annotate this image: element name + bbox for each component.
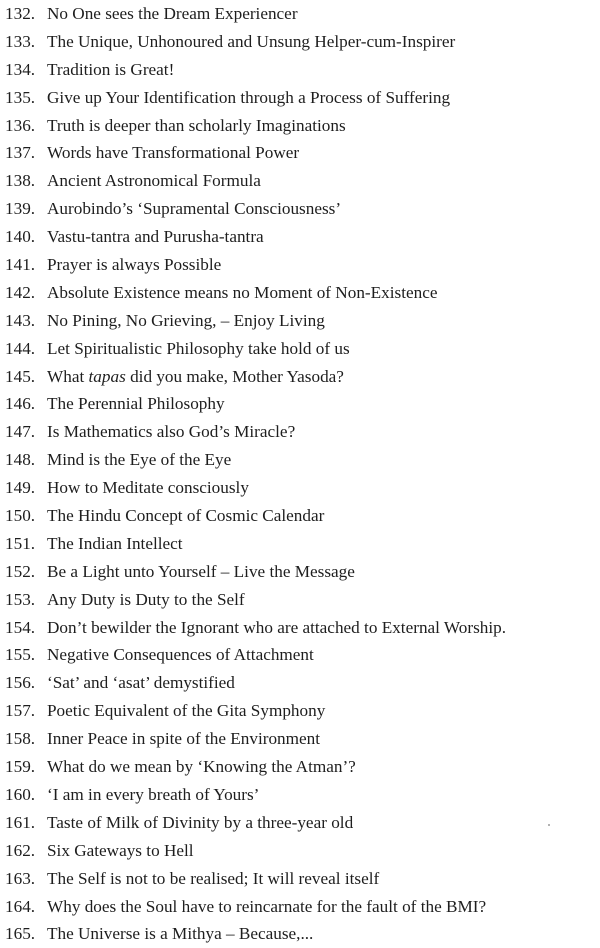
- toc-entry-133: [5, 28, 600, 56]
- entry-number: 137.: [5, 143, 36, 163]
- entry-number: 135.: [5, 87, 36, 107]
- entry-title-part: did you make, Mother Yasoda?: [125, 366, 344, 386]
- toc-entry-159: [5, 753, 600, 781]
- toc-entry-148: [5, 446, 600, 474]
- toc-entry-137: [5, 139, 600, 167]
- toc-entry-145: [5, 363, 600, 391]
- entry-number: 157.: [5, 701, 36, 721]
- entry-number: 164.: [5, 896, 36, 916]
- entry-title: Is Mathematics also God’s Miracle?: [47, 422, 296, 442]
- entry-title: Any Duty is Duty to the Self: [47, 589, 245, 609]
- entry-title: Let Spiritualistic Philosophy take hold of us: [47, 338, 350, 358]
- toc-entry-154: [5, 614, 600, 642]
- toc-entry-135: [5, 84, 600, 112]
- paper-speck: [548, 824, 550, 826]
- entry-number: 150.: [5, 506, 36, 526]
- toc-entry-143: [5, 307, 600, 335]
- entry-number: 151.: [5, 533, 36, 553]
- entry-number: 160.: [5, 784, 36, 804]
- toc-entry-132: [5, 0, 600, 28]
- toc-entry-162: [5, 837, 600, 865]
- entry-title-italic: tapas: [88, 366, 126, 386]
- toc-entry-161: [5, 809, 600, 837]
- entry-title: The Universe is a Mithya – Because,...: [47, 924, 314, 944]
- entry-title: Be a Light unto Yourself – Live the Message: [47, 561, 355, 581]
- entry-number: 146.: [5, 394, 36, 414]
- entry-number: 161.: [5, 812, 36, 832]
- toc-entry-157: [5, 697, 600, 725]
- entry-number: 143.: [5, 310, 36, 330]
- toc-entry-134: [5, 56, 600, 84]
- entry-number: 152.: [5, 561, 36, 581]
- entry-title: Mind is the Eye of the Eye: [47, 450, 232, 470]
- toc-entry-163: [5, 865, 600, 893]
- toc-entry-144: [5, 335, 600, 363]
- entry-number: 132.: [5, 4, 36, 23]
- toc-entry-164: [5, 893, 600, 921]
- entry-number: 163.: [5, 868, 36, 888]
- entry-title: Give up Your Identification through a Process of Suffering: [47, 87, 451, 107]
- entry-title: Ancient Astronomical Formula: [47, 171, 261, 191]
- entry-number: 134.: [5, 59, 36, 79]
- entry-number: 142.: [5, 282, 36, 302]
- entry-number: 149.: [5, 478, 36, 498]
- entry-number: 141.: [5, 255, 36, 275]
- entry-title: ‘Sat’ and ‘asat’ demystified: [47, 673, 235, 693]
- toc-entry-142: [5, 279, 600, 307]
- toc-entry-165: [5, 920, 600, 948]
- entry-title: The Self is not to be realised; It will reveal itself: [47, 868, 380, 888]
- entry-number: 145.: [5, 366, 36, 386]
- entry-title: Vastu-tantra and Purusha-tantra: [47, 227, 264, 247]
- entry-number: 144.: [5, 338, 36, 358]
- toc-entry-141: [5, 251, 600, 279]
- entry-number: 138.: [5, 171, 36, 191]
- entry-number: 154.: [5, 617, 36, 637]
- toc-entry-136: [5, 112, 600, 140]
- entry-number: 136.: [5, 115, 36, 135]
- entry-number: 140.: [5, 227, 36, 247]
- entry-number: 148.: [5, 450, 36, 470]
- entry-number: 165.: [5, 924, 36, 944]
- entry-title: Why does the Soul have to reincarnate for the fault of the BMI?: [47, 896, 487, 916]
- entry-number: 158.: [5, 729, 36, 749]
- toc-entry-140: [5, 223, 600, 251]
- entry-number: 139.: [5, 199, 36, 219]
- entry-title: No One sees the Dream Experiencer: [47, 4, 298, 23]
- entry-number: 147.: [5, 422, 36, 442]
- toc-entry-146: [5, 390, 600, 418]
- toc-entry-150: [5, 502, 600, 530]
- entry-title: Inner Peace in spite of the Environment: [47, 729, 321, 749]
- entry-title: Six Gateways to Hell: [47, 840, 194, 860]
- entry-title: The Indian Intellect: [47, 533, 183, 553]
- toc-entry-156: [5, 669, 600, 697]
- entry-number: 155.: [5, 645, 36, 665]
- entry-title: Poetic Equivalent of the Gita Symphony: [47, 701, 326, 721]
- entry-number: 156.: [5, 673, 36, 693]
- entry-title: Negative Consequences of Attachment: [47, 645, 314, 665]
- table-of-contents: [5, 0, 600, 948]
- toc-entry-155: [5, 641, 600, 669]
- entry-title: Words have Transformational Power: [47, 143, 300, 163]
- toc-entry-160: [5, 781, 600, 809]
- toc-entry-153: [5, 586, 600, 614]
- entry-number: 133.: [5, 31, 36, 51]
- entry-title: Truth is deeper than scholarly Imaginations: [47, 115, 346, 135]
- entry-title: Don’t bewilder the Ignorant who are attached to External Worship.: [47, 617, 507, 637]
- entry-title-part: What: [47, 366, 89, 386]
- entry-title: [47, 363, 344, 391]
- entry-title: Tradition is Great!: [47, 59, 175, 79]
- entry-title: Absolute Existence means no Moment of Non-Existence: [47, 282, 438, 302]
- toc-entry-138: [5, 167, 600, 195]
- entry-title: Taste of Milk of Divinity by a three-year old: [47, 812, 354, 832]
- entry-number: 159.: [5, 757, 36, 777]
- entry-title: No Pining, No Grieving, – Enjoy Living: [47, 310, 325, 330]
- toc-entry-151: [5, 530, 600, 558]
- toc-entry-152: [5, 558, 600, 586]
- entry-title: How to Meditate consciously: [47, 478, 249, 498]
- entry-title: ‘I am in every breath of Yours’: [47, 784, 260, 804]
- entry-number: 153.: [5, 589, 36, 609]
- entry-title: What do we mean by ‘Knowing the Atman’?: [47, 757, 356, 777]
- entry-title: The Hindu Concept of Cosmic Calendar: [47, 506, 325, 526]
- toc-entry-149: [5, 474, 600, 502]
- entry-title: The Perennial Philosophy: [47, 394, 225, 414]
- toc-entry-158: [5, 725, 600, 753]
- toc-entry-139: [5, 195, 600, 223]
- entry-number: 162.: [5, 840, 36, 860]
- entry-title: Aurobindo’s ‘Supramental Consciousness’: [47, 199, 342, 219]
- toc-entry-147: [5, 418, 600, 446]
- entry-title: The Unique, Unhonoured and Unsung Helper-cum-Inspirer: [47, 31, 456, 51]
- entry-title: Prayer is always Possible: [47, 255, 222, 275]
